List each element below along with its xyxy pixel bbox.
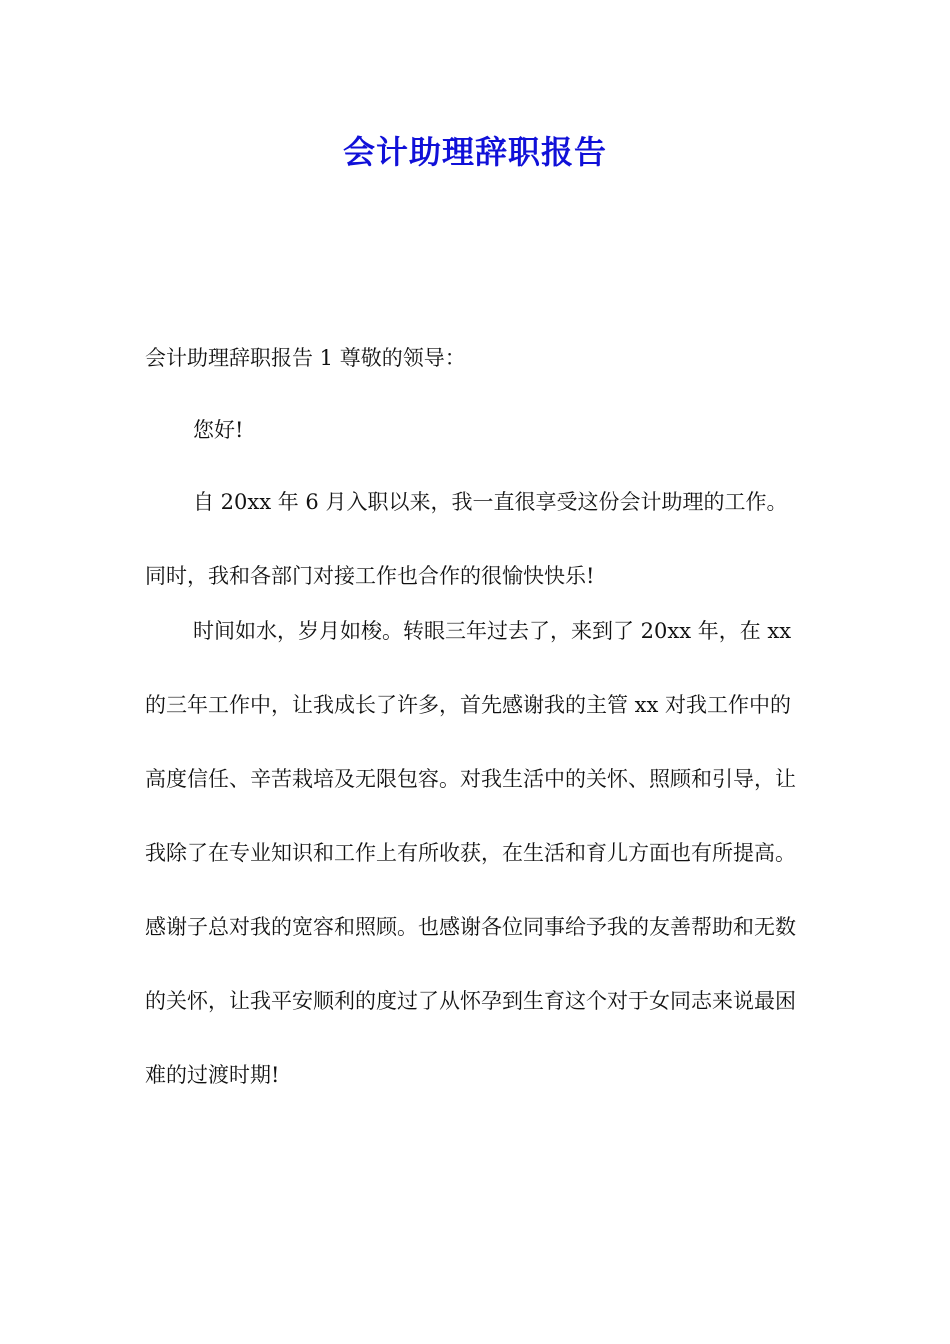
document-title: 会计助理辞职报告 [342,133,607,171]
greeting-paragraph: 您好! [193,418,244,442]
gratitude-paragraph: 时间如水，岁月如梭。转眼三年过去了，来到了 20xx 年，在 xx 的三年工作中，让我成长了许多，首先感谢我的主管 xx 对我工作中的高度信任、辛苦栽培及无限包容。对我生活中的关怀、照顾和引导，让我除了在专业知识和工作上有所收获，在生活和育儿方面也有所提高。感谢子总对我的宽容和照顾。也感谢各位同事给予我的友善帮助和无数的关怀，让我平安顺利的度过了从怀孕到生育这个对于女同志来说最困难的过渡时期! [145,619,796,1087]
document-body [145,340,805,1111]
salutation-paragraph: 会计助理辞职报告 1 尊敬的领导： [145,346,466,370]
intro-paragraph: 自 20xx 年 6 月入职以来，我一直很享受这份会计助理的工作。同时，我和各部门对接工作也合作的很愉快快乐! [145,490,788,588]
